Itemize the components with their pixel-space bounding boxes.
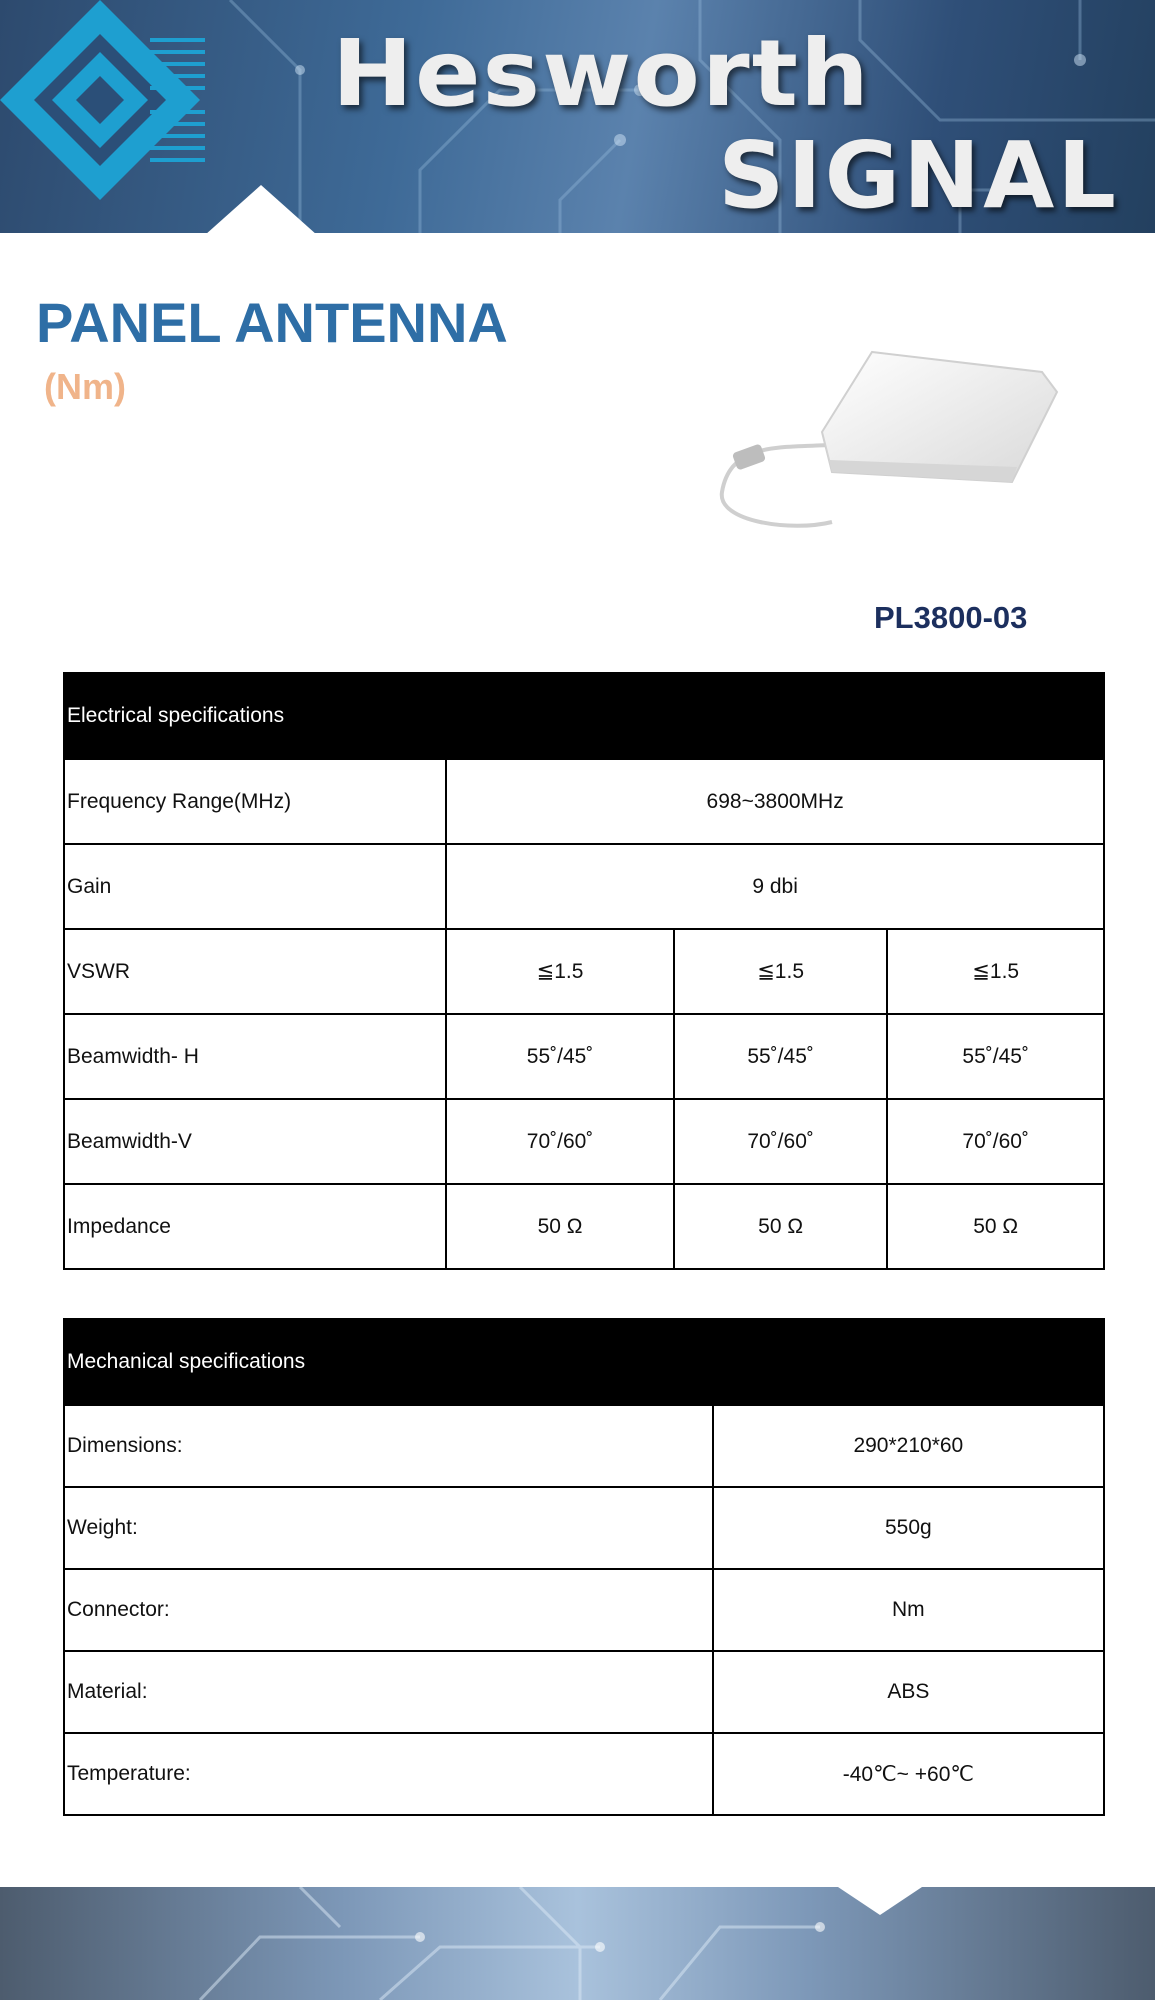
table-header-row xyxy=(64,1319,1104,1405)
spec-value: 9 dbi xyxy=(446,844,1104,929)
spec-value: 70˚/60˚ xyxy=(674,1099,888,1184)
electrical-spec-heading: Electrical specifications xyxy=(64,673,1104,759)
spec-label: Dimensions: xyxy=(64,1405,713,1487)
table-row xyxy=(64,844,1104,929)
spec-value: 70˚/60˚ xyxy=(446,1099,674,1184)
spec-label: VSWR xyxy=(64,929,446,1014)
product-title: PANEL ANTENNA xyxy=(36,291,508,354)
spec-label: Weight: xyxy=(64,1487,713,1569)
table-header-row xyxy=(64,673,1104,759)
spec-value: 55˚/45˚ xyxy=(446,1014,674,1099)
table-row xyxy=(64,1184,1104,1269)
model-number: PL3800-03 xyxy=(874,600,1028,635)
table-row xyxy=(64,1651,1104,1733)
mechanical-spec-heading: Mechanical specifications xyxy=(64,1319,1104,1405)
panel-antenna-icon xyxy=(712,342,1062,532)
spec-value: 50 Ω xyxy=(674,1184,888,1269)
mechanical-spec-table xyxy=(63,1318,1105,1816)
spec-value: ≦1.5 xyxy=(887,929,1104,1014)
circuit-background xyxy=(0,1887,1155,2000)
spec-value: 55˚/45˚ xyxy=(887,1014,1104,1099)
spec-value: 290*210*60 xyxy=(713,1405,1104,1487)
spec-value: 698~3800MHz xyxy=(446,759,1104,844)
spec-value: 70˚/60˚ xyxy=(887,1099,1104,1184)
spec-label: Beamwidth- H xyxy=(64,1014,446,1099)
spec-value: Nm xyxy=(713,1569,1104,1651)
brand-name-line2: SIGNAL xyxy=(718,122,1119,229)
table-row xyxy=(64,929,1104,1014)
spec-value: -40℃~ +60℃ xyxy=(713,1733,1104,1815)
header-banner xyxy=(0,0,1155,233)
table-row xyxy=(64,759,1104,844)
spec-label: Beamwidth-V xyxy=(64,1099,446,1184)
spec-label: Connector: xyxy=(64,1569,713,1651)
spec-value: 50 Ω xyxy=(887,1184,1104,1269)
product-subtitle: (Nm) xyxy=(44,366,126,407)
spec-label: Gain xyxy=(64,844,446,929)
table-row xyxy=(64,1733,1104,1815)
footer-notch xyxy=(838,1887,922,1915)
spec-label: Frequency Range(MHz) xyxy=(64,759,446,844)
footer-banner xyxy=(0,1887,1155,2000)
spec-value: 55˚/45˚ xyxy=(674,1014,888,1099)
spec-value: ≦1.5 xyxy=(446,929,674,1014)
table-row xyxy=(64,1405,1104,1487)
table-row xyxy=(64,1099,1104,1184)
spec-value: 550g xyxy=(713,1487,1104,1569)
spec-value: ≦1.5 xyxy=(674,929,888,1014)
banner-notch xyxy=(205,185,317,233)
diamond-logo-icon xyxy=(0,0,210,233)
table-row xyxy=(64,1569,1104,1651)
table-row xyxy=(64,1487,1104,1569)
spec-label: Temperature: xyxy=(64,1733,713,1815)
brand-name-line1: Hesworth xyxy=(332,20,871,127)
spec-label: Material: xyxy=(64,1651,713,1733)
electrical-spec-table xyxy=(63,672,1105,1270)
spec-value: 50 Ω xyxy=(446,1184,674,1269)
table-row xyxy=(64,1014,1104,1099)
spec-label: Impedance xyxy=(64,1184,446,1269)
spec-value: ABS xyxy=(713,1651,1104,1733)
